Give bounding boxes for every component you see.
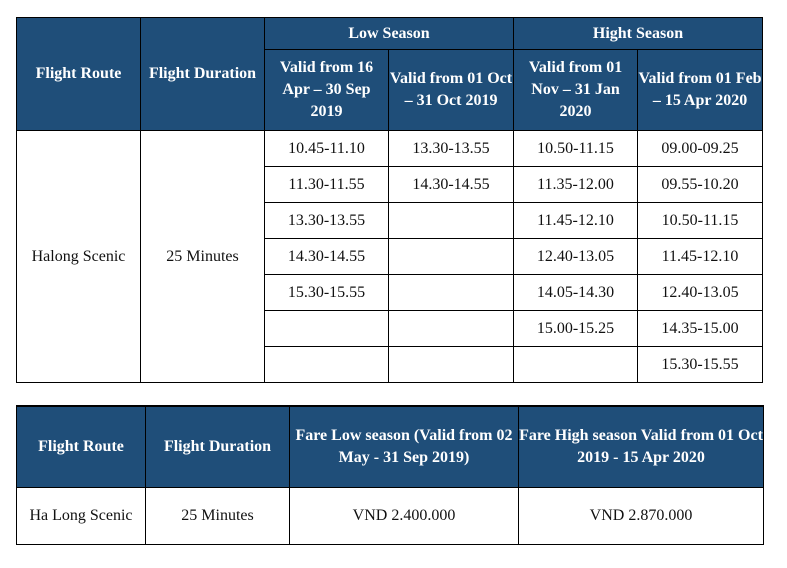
time-slot-cell: 15.30-15.55 [265, 275, 389, 311]
flight-schedule-table [16, 17, 763, 383]
time-slot-cell: 09.55-10.20 [638, 167, 763, 203]
time-slot-cell: 11.45-12.10 [638, 239, 763, 275]
time-slot-cell [514, 347, 638, 383]
header-high-season: Hight Season [514, 18, 763, 50]
fare-high-value-cell: VND 2.870.000 [519, 488, 764, 545]
time-slot-cell: 10.50-11.15 [638, 203, 763, 239]
time-slot-cell [265, 347, 389, 383]
time-slot-cell: 13.30-13.55 [265, 203, 389, 239]
header-period: Valid from 16 Apr – 30 Sep 2019 [265, 50, 389, 131]
fare-header-low-season: Fare Low season (Valid from 02 May - 31 Sep 2019) [290, 406, 519, 488]
fare-header-flight-route: Flight Route [17, 406, 146, 488]
time-slot-cell: 14.35-15.00 [638, 311, 763, 347]
time-slot-cell: 15.00-15.25 [514, 311, 638, 347]
time-slot-cell: 10.45-11.10 [265, 131, 389, 167]
header-period: Valid from 01 Nov – 31 Jan 2020 [514, 50, 638, 131]
time-slot-cell [389, 239, 514, 275]
time-slot-cell: 15.30-15.55 [638, 347, 763, 383]
table-row [17, 131, 763, 167]
time-slot-cell: 11.30-11.55 [265, 167, 389, 203]
fare-table [16, 405, 764, 545]
header-period: Valid from 01 Oct – 31 Oct 2019 [389, 50, 514, 131]
time-slot-cell [389, 203, 514, 239]
time-slot-cell [389, 347, 514, 383]
time-slot-cell: 11.35-12.00 [514, 167, 638, 203]
time-slot-cell: 14.30-14.55 [389, 167, 514, 203]
route-name-cell: Halong Scenic [17, 131, 141, 383]
time-slot-cell [389, 311, 514, 347]
time-slot-cell: 14.30-14.55 [265, 239, 389, 275]
time-slot-cell: 11.45-12.10 [514, 203, 638, 239]
time-slot-cell: 12.40-13.05 [514, 239, 638, 275]
header-flight-duration: Flight Duration [141, 18, 265, 131]
time-slot-cell [265, 311, 389, 347]
time-slot-cell: 13.30-13.55 [389, 131, 514, 167]
fare-duration-cell: 25 Minutes [146, 488, 290, 545]
header-low-season: Low Season [265, 18, 514, 50]
table-row [17, 488, 764, 545]
header-period: Valid from 01 Feb – 15 Apr 2020 [638, 50, 763, 131]
duration-cell: 25 Minutes [141, 131, 265, 383]
fare-header-high-season: Fare High season Valid from 01 Oct 2019 - 15 Apr 2020 [519, 406, 764, 488]
time-slot-cell: 09.00-09.25 [638, 131, 763, 167]
time-slot-cell [389, 275, 514, 311]
time-slot-cell: 10.50-11.15 [514, 131, 638, 167]
fare-route-name-cell: Ha Long Scenic [17, 488, 146, 545]
fare-header-flight-duration: Flight Duration [146, 406, 290, 488]
fare-low-value-cell: VND 2.400.000 [290, 488, 519, 545]
header-flight-route: Flight Route [17, 18, 141, 131]
time-slot-cell: 14.05-14.30 [514, 275, 638, 311]
time-slot-cell: 12.40-13.05 [638, 275, 763, 311]
